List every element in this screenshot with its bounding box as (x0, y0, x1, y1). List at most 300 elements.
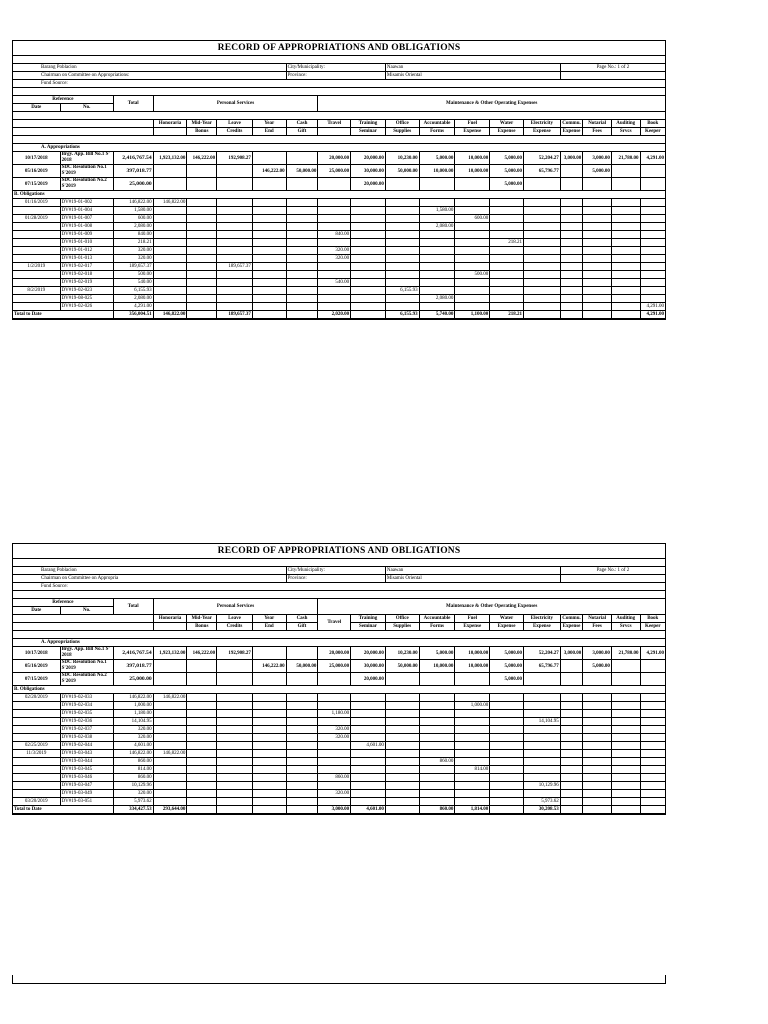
obligation-cell (252, 279, 286, 287)
total-cell (252, 806, 286, 814)
obligation-cell (523, 215, 560, 223)
total-cell: 860.00 (419, 806, 455, 814)
table-row (13, 710, 665, 718)
appropriation-cell: 25,000.00 (113, 178, 153, 191)
obligation-cell (153, 718, 187, 726)
appropriation-cell: 397,018.77 (113, 165, 153, 178)
col-notarial: Notarial (583, 120, 612, 128)
obligation-date: 1/2/2019 (13, 263, 60, 271)
appropriation-row (13, 660, 665, 673)
date-header: Date (13, 104, 60, 112)
appropriation-ref: Brgy. App. Bill No.1 S' 2018 (60, 647, 113, 660)
obligation-cell (523, 734, 560, 742)
obligation-cell (385, 734, 419, 742)
obligation-cell (351, 199, 386, 207)
obligation-cell (583, 223, 612, 231)
col-book: Book (640, 615, 665, 623)
sheet-title: RECORD OF APPROPRIATIONS AND OBLIGATIONS (13, 544, 665, 559)
obligation-ref: DV#19-03-047 (60, 782, 113, 790)
appropriation-cell (286, 152, 318, 165)
obligation-cell (187, 295, 217, 303)
obligation-cell (153, 303, 187, 311)
col-seminar: Seminar (351, 623, 386, 631)
obligation-cell (252, 199, 286, 207)
obligation-cell: 320.00 (318, 734, 351, 742)
header-block (13, 559, 665, 647)
appropriation-cell: 5,000.00 (490, 673, 524, 686)
obligation-date (13, 207, 60, 215)
obligation-cell (217, 247, 253, 255)
obligation-cell (419, 750, 455, 758)
obligations-body (13, 694, 665, 806)
obligation-cell (252, 303, 286, 311)
obligation-cell (583, 215, 612, 223)
fund-source-label: Fund Source: (13, 583, 665, 591)
obligation-ref: DV#19-01-002 (60, 199, 113, 207)
obligation-cell (560, 263, 583, 271)
appropriation-cell: 10,000.00 (455, 647, 490, 660)
appropriation-cell (252, 673, 286, 686)
obligation-cell (187, 702, 217, 710)
total-cell: 5,740.00 (419, 311, 455, 319)
col-fuel-expense: Expense (455, 128, 490, 136)
appropriation-cell: 2,416,767.54 (113, 647, 153, 660)
total-cell (583, 311, 612, 319)
total-cell (286, 311, 318, 319)
obligation-cell (523, 239, 560, 247)
obligation-date (13, 255, 60, 263)
obligation-cell (419, 287, 455, 295)
obligation-cell (217, 734, 253, 742)
reference-header: Reference (13, 599, 113, 607)
appropriation-date: 07/15/2019 (13, 178, 60, 191)
col-training: Training (351, 120, 386, 128)
obligation-total: 218.21 (113, 239, 153, 247)
obligation-cell (217, 742, 253, 750)
obligation-cell (640, 766, 665, 774)
obligation-cell (611, 750, 640, 758)
obligation-cell (583, 710, 612, 718)
appropriation-cell: 20,000.00 (351, 673, 386, 686)
obligation-cell (419, 199, 455, 207)
obligation-cell (490, 263, 524, 271)
obligation-cell (490, 207, 524, 215)
obligation-cell (385, 303, 419, 311)
obligation-cell (490, 287, 524, 295)
obligation-cell (252, 271, 286, 279)
obligation-cell (640, 774, 665, 782)
obligation-cell (419, 702, 455, 710)
obligation-cell (217, 758, 253, 766)
obligation-cell (153, 263, 187, 271)
table-row (13, 750, 665, 758)
obligation-cell (385, 750, 419, 758)
obligation-date (13, 239, 60, 247)
appropriation-cell: 3,000.00 (560, 647, 583, 660)
mooe-header: Maintenance & Other Operating Expenses (318, 96, 665, 112)
obligation-cell (560, 295, 583, 303)
obligation-cell (419, 215, 455, 223)
table-row (13, 287, 665, 295)
obligation-cell (419, 247, 455, 255)
city-label: City/Municipality: (286, 64, 385, 72)
obligation-date (13, 782, 60, 790)
col-gift: Gift (286, 128, 318, 136)
obligation-cell (351, 263, 386, 271)
obligation-cell (385, 255, 419, 263)
appropriation-row (13, 647, 665, 660)
total-cell: 1,814.00 (455, 806, 490, 814)
ps-header: Personal Services (153, 96, 318, 112)
obligation-cell (187, 239, 217, 247)
appropriation-cell: 10,000.00 (419, 165, 455, 178)
obligation-cell (523, 255, 560, 263)
obligation-date (13, 734, 60, 742)
col-travel: Travel (318, 615, 351, 631)
obligation-cell (611, 774, 640, 782)
obligation-cell (286, 263, 318, 271)
obligation-cell (217, 726, 253, 734)
obligation-cell (217, 303, 253, 311)
obligation-cell: 600.00 (455, 215, 490, 223)
appropriation-cell: 65,796.77 (523, 165, 560, 178)
col-cash: Cash (286, 615, 318, 623)
appropriation-cell (455, 673, 490, 686)
obligation-cell (187, 750, 217, 758)
obligation-date: 01/16/2019 (13, 199, 60, 207)
col-notarial: Notarial (583, 615, 612, 623)
appropriation-cell: 50,000.00 (385, 660, 419, 673)
obligation-cell (611, 263, 640, 271)
appropriation-cell (640, 673, 665, 686)
obligation-date (13, 279, 60, 287)
obligation-cell (318, 798, 351, 806)
obligation-cell (455, 295, 490, 303)
obligation-cell (385, 207, 419, 215)
table-row (13, 303, 665, 311)
col-water: Water (490, 615, 524, 623)
obligation-cell (560, 694, 583, 702)
obligation-cell (455, 758, 490, 766)
obligation-total: 1,000.00 (113, 702, 153, 710)
appropriation-ref: Brgy. App. Bill No.1 S' 2018 (60, 152, 113, 165)
appropriation-ref: SDC Resolution No.2 S'2019 (60, 178, 113, 191)
obligation-cell (490, 255, 524, 263)
col-office: Office (385, 615, 419, 623)
appropriation-cell (611, 660, 640, 673)
obligation-cell (583, 718, 612, 726)
fund-source-label: Fund Source: (13, 80, 665, 88)
table-row (13, 215, 665, 223)
obligation-cell (187, 790, 217, 798)
col-fuel: Fuel (455, 120, 490, 128)
total-header: Total (113, 96, 153, 112)
appropriation-cell: 25,000.00 (113, 673, 153, 686)
total-header: Total (113, 599, 153, 615)
appropriation-row (13, 673, 665, 686)
appropriation-row (13, 152, 665, 165)
province-value: Misamis Oriental (385, 575, 560, 583)
obligation-cell (611, 303, 640, 311)
obligation-date: 02/25/2019 (13, 742, 60, 750)
obligation-cell (252, 726, 286, 734)
obligation-cell (318, 215, 351, 223)
obligation-cell (252, 247, 286, 255)
total-cell: 293,644.00 (153, 806, 187, 814)
obligation-cell (640, 742, 665, 750)
obligation-total: 540.00 (113, 279, 153, 287)
appropriation-cell: 65,796.77 (523, 660, 560, 673)
obligation-cell (640, 271, 665, 279)
obligation-cell (286, 734, 318, 742)
obligation-date (13, 223, 60, 231)
obligation-cell (455, 279, 490, 287)
col-travel: Travel (318, 120, 351, 128)
obligation-cell (385, 271, 419, 279)
obligation-cell (217, 782, 253, 790)
obligation-cell (153, 710, 187, 718)
obligation-cell (252, 255, 286, 263)
obligation-ref: DV#19-03-046 (60, 774, 113, 782)
table-row (13, 255, 665, 263)
obligation-cell (286, 702, 318, 710)
obligation-ref: DV#19-03-049 (60, 790, 113, 798)
total-cell (611, 806, 640, 814)
appropriation-cell (640, 178, 665, 191)
obligation-cell (217, 223, 253, 231)
obligation-cell (153, 798, 187, 806)
obligation-cell (583, 790, 612, 798)
appropriation-cell: 5,000.00 (490, 647, 524, 660)
page-number: Page No.: 1 of 2 (560, 64, 665, 72)
obligation-total: 814.00 (113, 766, 153, 774)
city-value: Naawan (385, 64, 560, 72)
obligation-cell (286, 766, 318, 774)
table-row (13, 758, 665, 766)
obligation-total: 146,822.00 (113, 750, 153, 758)
sheet-title: RECORD OF APPROPRIATIONS AND OBLIGATIONS (13, 41, 665, 56)
obligation-cell (419, 726, 455, 734)
chairman-label: Chairman on Committee on Appropriations: (13, 72, 286, 80)
obligation-ref: DV#19-02-035 (60, 710, 113, 718)
obligation-cell (153, 758, 187, 766)
obligation-ref: DV#19-02-019 (60, 279, 113, 287)
obligation-cell (640, 207, 665, 215)
appropriation-cell (419, 673, 455, 686)
obligation-cell (252, 798, 286, 806)
obligation-cell (490, 247, 524, 255)
obligation-cell (286, 694, 318, 702)
col-gift: Gift (286, 623, 318, 631)
obligation-cell (187, 694, 217, 702)
obligation-cell (560, 742, 583, 750)
appropriation-cell (583, 673, 612, 686)
obligation-cell (419, 263, 455, 271)
obligation-ref: DV#19-02-017 (60, 263, 113, 271)
obligation-cell (385, 758, 419, 766)
obligation-cell (385, 726, 419, 734)
obligation-total: 320.00 (113, 790, 153, 798)
obligation-cell (187, 766, 217, 774)
obligation-ref: DV#19-03-043 (60, 750, 113, 758)
obligation-cell (490, 758, 524, 766)
obligation-cell (611, 247, 640, 255)
obligation-cell (455, 742, 490, 750)
obligation-cell (611, 231, 640, 239)
obligation-cell: 146,822.00 (153, 694, 187, 702)
obligation-total: 600.00 (113, 215, 153, 223)
appropriation-cell: 10,000.00 (455, 165, 490, 178)
obligation-cell (385, 766, 419, 774)
obligation-cell (640, 279, 665, 287)
obligation-cell (611, 782, 640, 790)
obligation-cell (385, 263, 419, 271)
obligation-date: 11/3/2019 (13, 750, 60, 758)
obligation-cell (560, 231, 583, 239)
obligation-cell (419, 303, 455, 311)
obligation-cell (385, 694, 419, 702)
obligation-cell (523, 279, 560, 287)
total-cell (351, 311, 386, 319)
obligation-cell (560, 798, 583, 806)
appropriation-cell: 3,000.00 (583, 152, 612, 165)
totals-row (13, 311, 665, 319)
obligation-cell (611, 718, 640, 726)
appropriation-cell: 5,000.00 (490, 152, 524, 165)
obligation-cell (286, 247, 318, 255)
obligation-ref: DV#19-02-023 (60, 287, 113, 295)
obligation-cell (187, 223, 217, 231)
obligation-cell (217, 215, 253, 223)
appropriation-cell (611, 673, 640, 686)
col-fuel: Fuel (455, 615, 490, 623)
obligation-cell (419, 231, 455, 239)
obligation-cell (583, 263, 612, 271)
obligation-cell (490, 726, 524, 734)
obligation-cell (640, 247, 665, 255)
record-table-1 (13, 56, 665, 319)
total-cell: 146,822.00 (153, 311, 187, 319)
obligation-cell (419, 798, 455, 806)
total-cell: 218.21 (490, 311, 524, 319)
obligation-total: 6,155.93 (113, 287, 153, 295)
appropriation-cell: 1,923,132.00 (153, 647, 187, 660)
appropriation-cell: 146,222.00 (187, 647, 217, 660)
obligation-cell (187, 231, 217, 239)
obligation-total: 2,080.00 (113, 295, 153, 303)
obligation-cell (252, 766, 286, 774)
col-keeper: Keeper (640, 623, 665, 631)
obligation-cell (187, 718, 217, 726)
obligation-cell (286, 742, 318, 750)
obligation-cell (455, 223, 490, 231)
obligation-cell (385, 798, 419, 806)
appropriation-cell: 10,000.00 (455, 152, 490, 165)
obligation-cell (217, 766, 253, 774)
obligation-cell (217, 790, 253, 798)
obligation-cell (286, 303, 318, 311)
obligation-cell (611, 790, 640, 798)
obligation-cell (455, 718, 490, 726)
obligation-cell (187, 207, 217, 215)
obligation-cell (640, 734, 665, 742)
total-cell: 2,020.00 (318, 311, 351, 319)
obligation-cell (385, 231, 419, 239)
obligation-cell (252, 702, 286, 710)
obligation-cell (187, 726, 217, 734)
appropriation-cell: 5,000.00 (490, 660, 524, 673)
appropriation-cell (286, 647, 318, 660)
table-row (13, 279, 665, 287)
obligations-header (13, 686, 665, 694)
appropriation-cell (318, 178, 351, 191)
obligation-cell (351, 758, 386, 766)
footer-tick-right (665, 975, 666, 984)
total-cell (583, 806, 612, 814)
obligation-cell (419, 271, 455, 279)
obligation-cell (419, 734, 455, 742)
appropriation-cell (523, 178, 560, 191)
col-leave: Leave (217, 120, 253, 128)
obligation-date: 8/2/2019 (13, 287, 60, 295)
appropriations-section: A. Appropriations (13, 144, 665, 152)
appropriation-row (13, 165, 665, 178)
appropriation-cell (187, 673, 217, 686)
obligation-cell (583, 694, 612, 702)
obligation-cell (385, 215, 419, 223)
obligation-cell (490, 694, 524, 702)
col-midyear: Mid-Year (187, 615, 217, 623)
obligation-cell (560, 790, 583, 798)
obligation-cell (286, 287, 318, 295)
appropriation-cell (286, 673, 318, 686)
obligation-cell (455, 710, 490, 718)
obligation-cell (385, 702, 419, 710)
obligation-cell (351, 702, 386, 710)
obligation-cell (252, 782, 286, 790)
obligation-cell (153, 726, 187, 734)
obligation-cell (286, 758, 318, 766)
obligation-cell (153, 742, 187, 750)
obligation-date: 03/20/2019 (13, 798, 60, 806)
col-bonus: Bonus (187, 128, 217, 136)
total-cell (490, 806, 524, 814)
obligation-cell (286, 726, 318, 734)
total-cell: 1,100.00 (455, 311, 490, 319)
obligation-ref: DV#19-01-008 (60, 223, 113, 231)
obligation-cell (153, 239, 187, 247)
obligation-cell (153, 255, 187, 263)
obligation-cell (640, 239, 665, 247)
obligation-cell (318, 742, 351, 750)
obligation-cell: 860.00 (318, 774, 351, 782)
obligation-cell (385, 279, 419, 287)
obligation-cell (385, 247, 419, 255)
obligation-cell (351, 790, 386, 798)
obligation-cell (583, 247, 612, 255)
obligation-cell (351, 295, 386, 303)
obligation-cell (455, 231, 490, 239)
appropriation-cell: 3,000.00 (560, 152, 583, 165)
obligation-cell (419, 742, 455, 750)
province-label: Province: (286, 575, 385, 583)
col-fuel-expense: Expense (455, 623, 490, 631)
obligation-cell (217, 199, 253, 207)
total-cell (217, 806, 253, 814)
obligation-cell (318, 287, 351, 295)
appropriation-cell: 10,230.00 (385, 152, 419, 165)
col-commu: Commu. (560, 615, 583, 623)
